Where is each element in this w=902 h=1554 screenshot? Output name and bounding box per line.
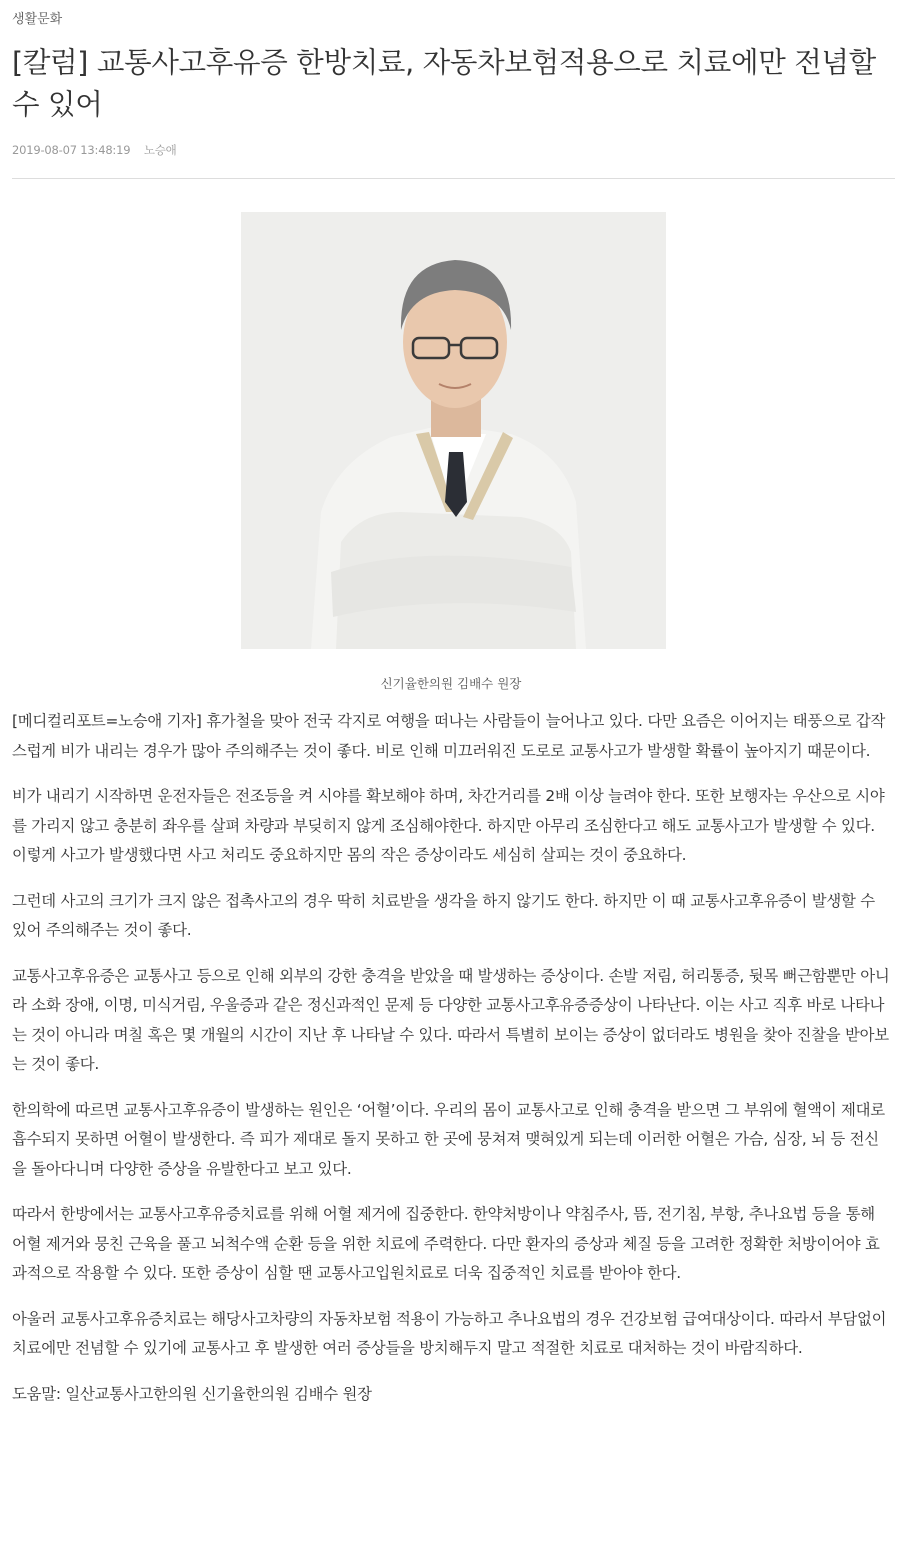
article-paragraph: 따라서 한방에서는 교통사고후유증치료를 위해 어혈 제거에 집중한다. 한약처방이나 약침주사, 뜸, 전기침, 부항, 추나요법 등을 통해 어혈 제거와 뭉친 근육을 풀고 뇌척수액 순환 등을 위한 치료에 주력한다. 다만 환자의 증상과 체질 등을 고려한 정확한 처방이어야 효과적으로 작용할 수 있다. 또한 증상이 심할 땐 교통사고입원치료로 더욱 집중적인 치료를 받아야 한다. bbox=[12, 1205, 880, 1282]
article-author: 노승애 bbox=[143, 143, 177, 157]
article-title: [칼럼] 교통사고후유증 한방치료, 자동차보험적용으로 치료에만 전념할 수 있어 bbox=[12, 46, 876, 121]
article-body bbox=[12, 707, 892, 1425]
doctor-portrait-image bbox=[241, 212, 666, 649]
article-paragraph: 비가 내리기 시작하면 운전자들은 전조등을 켜 시야를 확보해야 하며, 차간거리를 2배 이상 늘려야 한다. 또한 보행자는 우산으로 시야를 가리지 않고 충분히 좌우를 살펴 차량과 부딪히지 않게 조심해야한다. 하지만 아무리 조심한다고 해도 교통사고가 발생할 수 있다. 이렇게 사고가 발생했다면 사고 처리도 중요하지만 몸의 작은 증상이라도 세심히 살피는 것이 중요하다. bbox=[12, 787, 885, 864]
article-category[interactable]: 생활문화 bbox=[12, 12, 63, 27]
article-paragraph: 교통사고후유증은 교통사고 등으로 인해 외부의 강한 충격을 받았을 때 발생하는 증상이다. 손발 저림, 허리통증, 뒷목 뻐근함뿐만 아니라 소화 장애, 이명, 미식거림, 우울증과 같은 정신과적인 문제 등 다양한 교통사고후유증증상이 나타난다. 이는 사고 직후 바로 나타나는 것이 아니라 며칠 혹은 몇 개월의 시간이 지난 후 나타날 수 있다. 따라서 특별히 보이는 증상이 없더라도 병원을 찾아 진찰을 받아보는 것이 좋다. bbox=[12, 966, 890, 1073]
article-photo bbox=[241, 212, 666, 649]
article-paragraph: 그런데 사고의 크기가 크지 않은 접촉사고의 경우 딱히 치료받을 생각을 하지 않기도 한다. 하지만 이 때 교통사고후유증이 발생할 수 있어 주의해주는 것이 좋다. bbox=[12, 891, 875, 939]
article-date: 2019-08-07 13:48:19 bbox=[12, 143, 131, 157]
article-paragraph: 아울러 교통사고후유증치료는 해당사고차량의 자동차보험 적용이 가능하고 추나요법의 경우 건강보험 급여대상이다. 따라서 부담없이 치료에만 전념할 수 있기에 교통사고 후 발생한 여러 증상들을 방치해두지 말고 적절한 치료로 대처하는 것이 바람직하다. bbox=[12, 1309, 887, 1357]
article-meta bbox=[12, 142, 187, 158]
article-paragraph: 한의학에 따르면 교통사고후유증이 발생하는 원인은 ‘어혈’이다. 우리의 몸이 교통사고로 인해 충격을 받으면 그 부위에 혈액이 제대로 흡수되지 못하면 어혈이 발생한다. 즉 피가 제대로 돌지 못하고 한 곳에 뭉쳐져 맺혀있게 되는데 이러한 어혈은 가슴, 심장, 뇌 등 전신을 돌아다니며 다양한 증상을 유발한다고 보고 있다. bbox=[12, 1100, 885, 1178]
article-credit: 도움말: 일산교통사고한의원 신기율한의원 김배수 원장 bbox=[12, 1384, 372, 1403]
header-divider bbox=[12, 178, 895, 179]
photo-caption: 신기율한의원 김배수 원장 bbox=[380, 676, 522, 691]
article-paragraph: [메디컬리포트=노승애 기자] 휴가철을 맞아 전국 각지로 여행을 떠나는 사람들이 늘어나고 있다. 다만 요즘은 이어지는 태풍으로 갑작스럽게 비가 내리는 경우가 많아 주의해주는 것이 좋다. 비로 인해 미끄러워진 도로로 교통사고가 발생할 확률이 높아지기 때문이다. bbox=[12, 712, 886, 760]
